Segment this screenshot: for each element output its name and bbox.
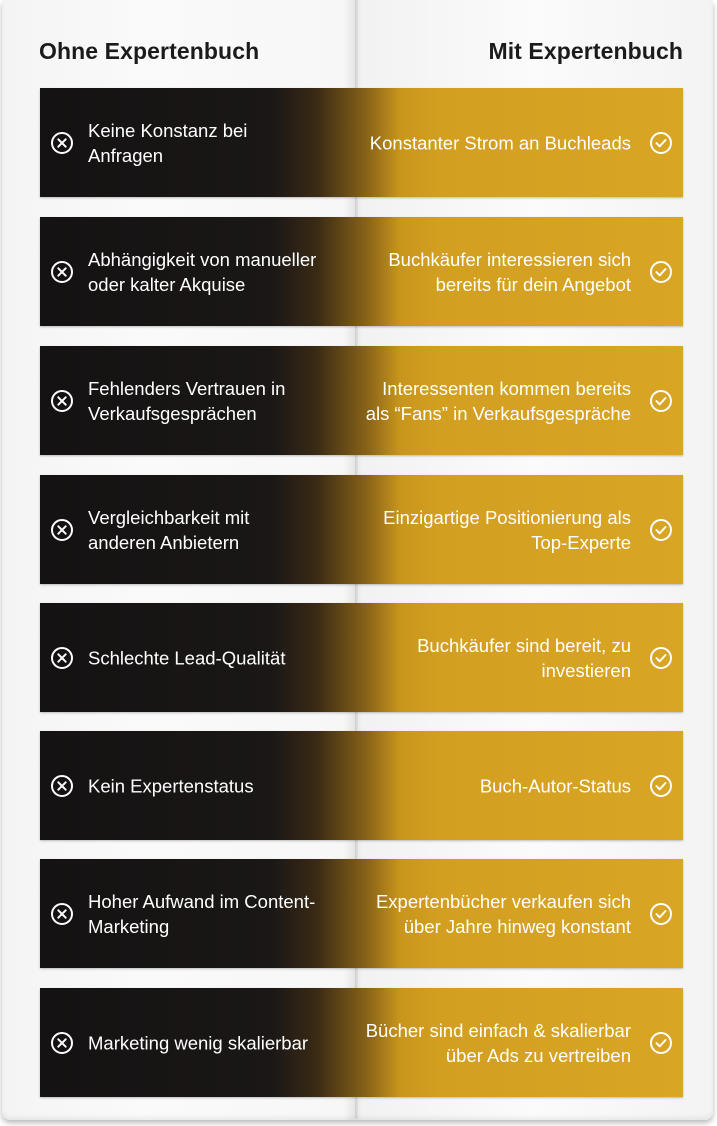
with-item-text: Einzigartige Positionierung als Top-Experte <box>383 506 631 553</box>
comparison-row <box>40 88 683 197</box>
without-item-text: Schlechte Lead-Qualität <box>88 647 286 668</box>
without-expert-book-heading: Ohne Expertenbuch <box>39 38 260 64</box>
without-item-text: Kein Expertenstatus <box>88 775 254 796</box>
comparison-row <box>40 217 683 326</box>
x-circle-icon <box>50 389 74 413</box>
comparison-header <box>0 38 717 78</box>
check-circle-icon <box>649 131 673 155</box>
with-item-text: Buchkäufer interessieren sich bereits für dein Angebot <box>388 248 631 295</box>
check-circle-icon <box>649 902 673 926</box>
comparison-row <box>40 731 683 840</box>
comparison-row <box>40 988 683 1097</box>
comparison-row <box>40 346 683 455</box>
check-circle-icon <box>649 646 673 670</box>
without-item-text: Abhängigkeit von manueller oder kalter Akquise <box>88 248 317 295</box>
x-circle-icon <box>50 1031 74 1055</box>
check-circle-icon <box>649 774 673 798</box>
check-circle-icon <box>649 1031 673 1055</box>
x-circle-icon <box>50 902 74 926</box>
without-item-text: Keine Konstanz bei Anfragen <box>88 119 248 166</box>
with-item-text: Interessenten kommen bereits als “Fans” in Verkaufsgespräche <box>365 377 631 424</box>
without-item-text: Vergleichbarkeit mit anderen Anbietern <box>88 506 250 553</box>
with-expert-book-heading: Mit Expertenbuch <box>488 38 683 64</box>
with-item-text: Bücher sind einfach & skalierbar über Ads zu vertreiben <box>365 1019 631 1066</box>
x-circle-icon <box>50 518 74 542</box>
without-item-text: Fehlenders Vertrauen in Verkaufsgesprächen <box>88 377 286 424</box>
without-item-text: Hoher Aufwand im Content-Marketing <box>88 890 316 937</box>
check-circle-icon <box>649 518 673 542</box>
x-circle-icon <box>50 260 74 284</box>
with-item-text: Buch-Autor-Status <box>479 775 631 796</box>
x-circle-icon <box>50 774 74 798</box>
comparison-row <box>40 603 683 712</box>
comparison-row <box>40 859 683 968</box>
with-item-text: Expertenbücher verkaufen sich über Jahre hinweg konstant <box>375 890 631 937</box>
with-item-text: Konstanter Strom an Buchleads <box>369 132 631 153</box>
check-circle-icon <box>649 389 673 413</box>
with-item-text: Buchkäufer sind bereit, zu investieren <box>417 634 631 681</box>
check-circle-icon <box>649 260 673 284</box>
without-item-text: Marketing wenig skalierbar <box>88 1032 309 1053</box>
x-circle-icon <box>50 646 74 670</box>
comparison-row <box>40 475 683 584</box>
x-circle-icon <box>50 131 74 155</box>
